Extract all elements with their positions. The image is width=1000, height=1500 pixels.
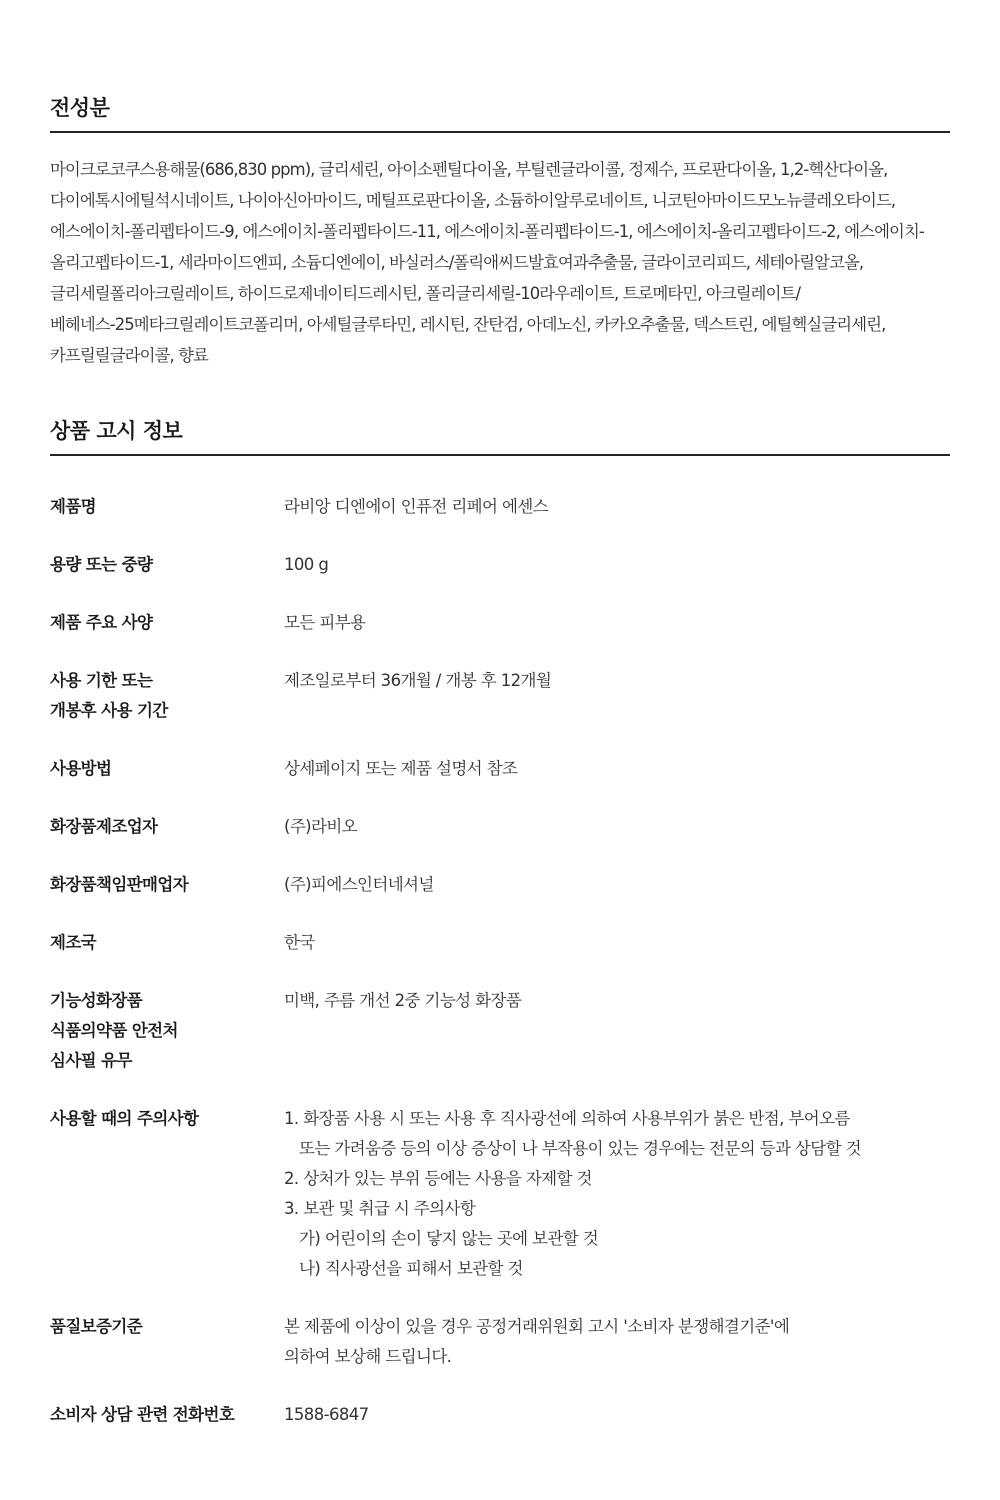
info-value-line: 한국 [284,933,315,952]
info-value [284,492,950,522]
info-value-line: (주)라비오 [284,817,358,836]
info-value [284,550,950,580]
info-value-line: 1588-6847 [284,1405,369,1424]
info-value [284,608,950,638]
info-value [284,812,950,842]
info-value [284,1104,950,1284]
info-label: 화장품책임판매업자 [50,875,189,894]
info-value-line: 제조일로부터 36개월 / 개봉 후 12개월 [284,671,552,690]
product-notice-table [50,478,950,1444]
info-row-usage [50,740,950,798]
info-value-line: 1. 화장품 사용 시 또는 사용 후 직사광선에 의하여 사용부위가 붉은 반점, 부어오름 [284,1109,850,1128]
info-value-line: 미백, 주름 개선 2중 기능성 화장품 [284,991,522,1010]
info-label: 품질보증기준 [50,1317,143,1336]
info-value-line: 나) 직사광선을 피해서 보관할 것 [299,1259,523,1278]
info-value [284,986,950,1076]
info-value-line: 100 g [284,555,329,574]
info-label: 제품 주요 사양 [50,613,153,632]
info-row-customer-phone [50,1386,950,1444]
info-value-line: 의하여 보상해 드립니다. [284,1347,452,1366]
info-row-product-name [50,478,950,536]
info-value [284,928,950,958]
info-row-expiry [50,652,950,740]
info-row-main-spec [50,594,950,652]
product-notice-divider [50,454,950,456]
info-label: 사용할 때의 주의사항 [50,1109,199,1128]
info-value-line: 본 제품에 이상이 있을 경우 공정거래위원회 고시 '소비자 분쟁해결기준'에 [284,1317,790,1336]
info-row-quality-guarantee [50,1298,950,1386]
info-value [284,1400,950,1430]
info-value [284,1312,950,1372]
product-notice-section-title: 상품 고시 정보 [50,419,183,443]
info-value-line: 모든 피부용 [284,613,366,632]
info-label: 제품명 [50,497,97,516]
info-value-line: 가) 어린이의 손이 닿지 않는 곳에 보관할 것 [299,1229,599,1248]
info-label: 사용방법 [50,759,112,778]
info-row-volume [50,536,950,594]
info-row-distributor [50,856,950,914]
info-value [284,870,950,900]
info-label: 사용 기한 또는 개봉후 사용 기간 [50,671,168,720]
ingredients-list-text: 마이크로코쿠스용해물(686,830 ppm), 글리세린, 아이소펜틸다이올, 부틸렌글라이콜, 정제수, 프로판다이올, 1,2-헥산다이올, 다이에톡시에틸석시네이트, 나이아신아마이드, 메틸프로판다이올, 소듐하이알루로네이트, 니코틴아마이드모노뉴클레오타이드, 에스에이치-폴리펩타이드-9, 에스에이치-폴리펩타이드-11, 에스에이치-폴리펩타이드-1, 에스에이치-올리고펩타이드-2, 에스에이치-올리고펩타이드-1, 세라마이드엔피, 소듐디엔에이, 바실러스/폴릭애씨드발효여과추출물, 글라이코리피드, 세테아릴알코올, 글리세릴폴리아크릴레이트, 하이드로제네이티드레시틴, 폴리글리세릴-10라우레이트, 트로메타민, 아크릴레이트/베헤네스-25메타크릴레이트코폴리머, 아세틸글루타민, 레시틴, 잔탄검, 아데노신, 카카오추출물, 덱스트린, 에틸헥실글리세린, 카프릴릴글라이콜, 향료 [50,160,924,365]
ingredients-divider [50,131,950,133]
info-value-line: 라비앙 디엔에이 인퓨전 리페어 에센스 [284,497,549,516]
info-value-line: 3. 보관 및 취급 시 주의사항 [284,1199,476,1218]
info-label: 제조국 [50,933,97,952]
info-label: 화장품제조업자 [50,817,158,836]
info-value-line: 또는 가려움증 등의 이상 증상이 나 부작용이 있는 경우에는 전문의 등과 상담할 것 [299,1139,861,1158]
info-value [284,754,950,784]
ingredients-section-title: 전성분 [50,96,110,120]
info-value [284,666,950,726]
info-row-precautions [50,1090,950,1298]
info-row-country [50,914,950,972]
info-value-line: 상세페이지 또는 제품 설명서 참조 [284,759,518,778]
info-label: 소비자 상담 관련 전화번호 [50,1405,235,1424]
info-row-functional-cosmetic [50,972,950,1090]
info-value-line: 2. 상처가 있는 부위 등에는 사용을 자제할 것 [284,1169,592,1188]
info-label: 기능성화장품 식품의약품 안전처 심사필 유무 [50,991,178,1070]
info-row-manufacturer [50,798,950,856]
info-label: 용량 또는 중량 [50,555,153,574]
info-value-line: (주)피에스인터네셔널 [284,875,434,894]
